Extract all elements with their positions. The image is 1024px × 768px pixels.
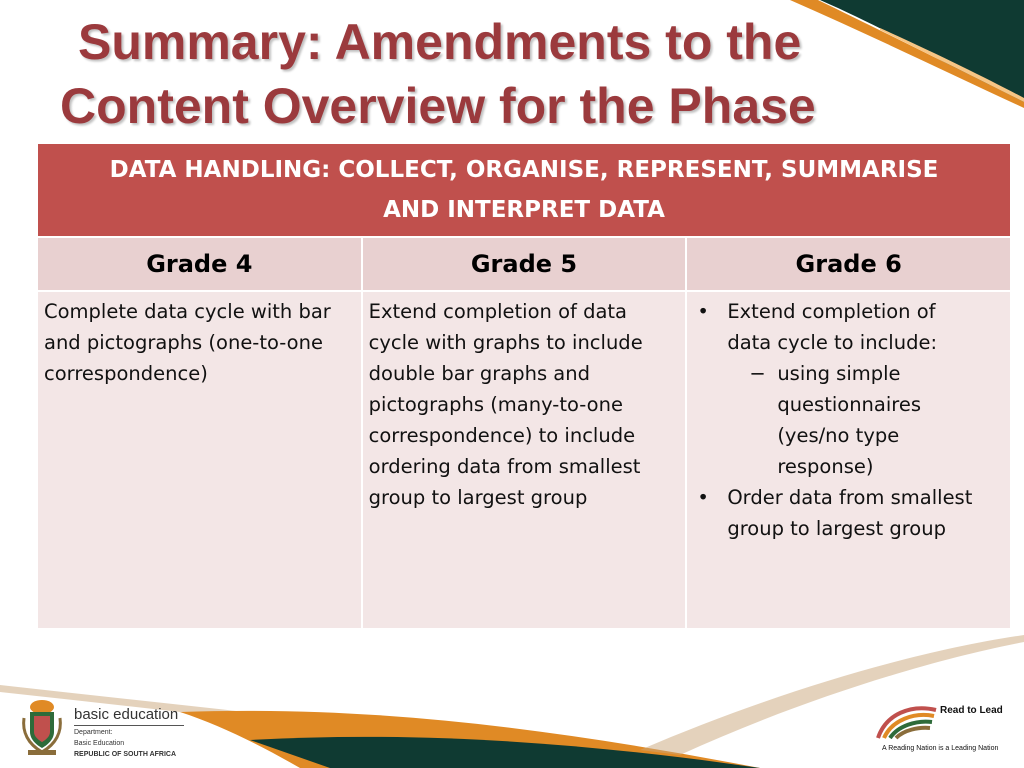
text-line: Extend completion of — [727, 300, 936, 323]
text-line: double bar graphs and — [368, 362, 590, 385]
text-line: ordering data from smallest — [368, 455, 641, 478]
campaign-title: Read to Lead — [940, 705, 1003, 716]
text-line: group to largest group — [368, 486, 588, 509]
text-line: cycle with graphs to include — [368, 331, 643, 354]
text-line: group to largest group — [727, 517, 946, 540]
bullet-icon: • — [697, 486, 709, 509]
campaign-tagline: A Reading Nation is a Leading Nation — [882, 745, 999, 752]
text-line: data cycle to include: — [727, 331, 938, 354]
dash-item-questionnaires — [697, 358, 1004, 482]
department-name: basic education — [74, 706, 184, 726]
text-line: using simple — [777, 362, 901, 385]
text-line: Extend completion of data — [368, 300, 628, 323]
column-header-grade-5: Grade 5 — [362, 237, 687, 291]
department-country: REPUBLIC OF SOUTH AFRICA — [74, 751, 177, 758]
text-line: (yes/no type — [777, 424, 900, 447]
text-line: Order data from smallest — [727, 486, 973, 509]
cell-grade-6 — [686, 291, 1011, 629]
text-line: correspondence) — [44, 362, 208, 385]
text-line: and pictographs (one-to-one — [44, 331, 323, 354]
text-line: response) — [777, 455, 874, 478]
department-sub: Basic Education — [74, 740, 125, 747]
department-label: Department: — [74, 729, 113, 736]
column-header-grade-4: Grade 4 — [37, 237, 362, 291]
slide-title — [60, 10, 940, 138]
bullet-item-extend — [697, 296, 1004, 358]
text-line: pictographs (many-to-one — [368, 393, 623, 416]
title-line-1: Summary: Amendments to the — [78, 14, 802, 70]
table-header — [37, 143, 1011, 237]
text-line: correspondence) to include — [368, 424, 636, 447]
table-header-line-1: DATA HANDLING: COLLECT, ORGANISE, REPRESENT, SUMMARISE — [109, 157, 939, 183]
cell-grade-5 — [362, 291, 687, 629]
dash-icon: − — [749, 362, 766, 385]
bullet-icon: • — [697, 300, 709, 323]
table-header-line-2: AND INTERPRET DATA — [383, 197, 665, 223]
column-header-grade-6: Grade 6 — [686, 237, 1011, 291]
title-line-2: Content Overview for the Phase — [60, 78, 816, 134]
department-logo — [74, 706, 184, 759]
text-line: questionnaires — [777, 393, 922, 416]
coat-of-arms-icon — [20, 698, 64, 756]
cell-grade-4 — [37, 291, 362, 629]
bullet-item-order — [697, 482, 1004, 544]
text-line: Complete data cycle with bar — [44, 300, 331, 323]
content-table — [36, 142, 1012, 630]
